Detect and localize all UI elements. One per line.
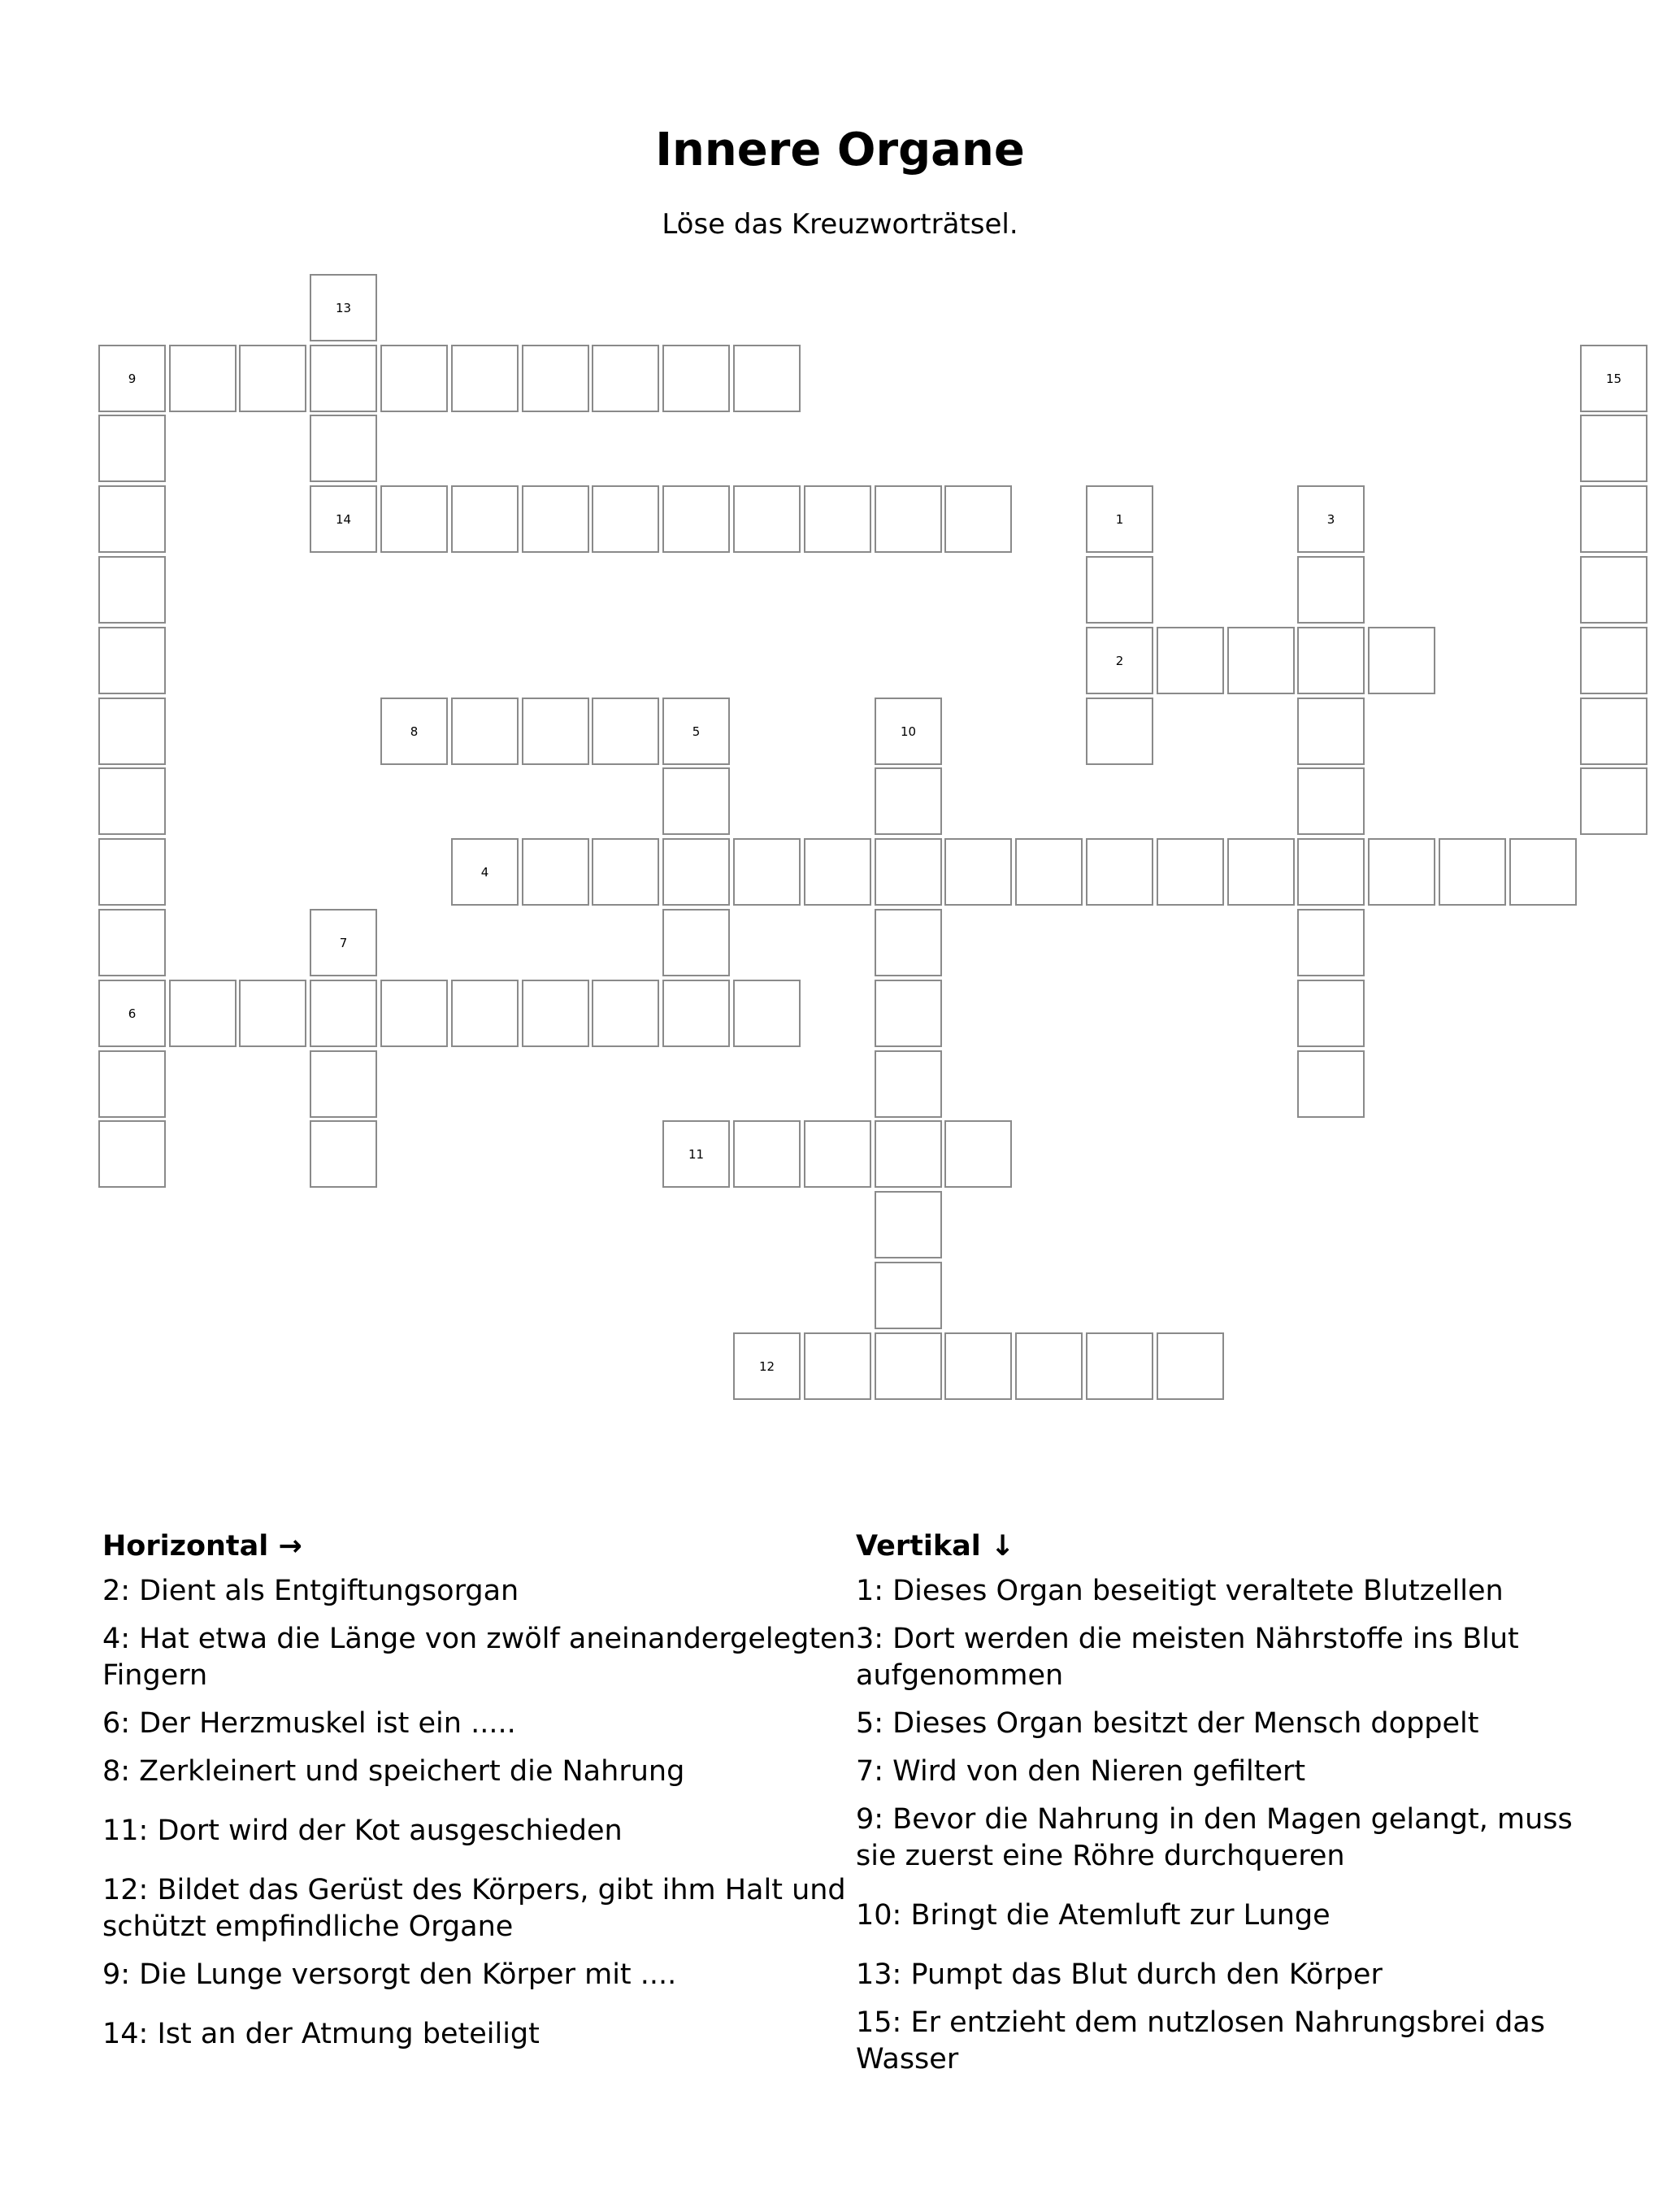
crossword-cell[interactable] xyxy=(310,485,377,553)
crossword-cell[interactable] xyxy=(310,909,377,976)
crossword-cell[interactable] xyxy=(662,980,730,1047)
crossword-cell[interactable] xyxy=(1580,485,1647,553)
clues-horizontal xyxy=(102,1528,858,2064)
crossword-cell[interactable] xyxy=(98,1120,166,1188)
crossword-cell[interactable] xyxy=(522,980,589,1047)
crossword-cell[interactable] xyxy=(1086,485,1153,553)
crossword-cell[interactable] xyxy=(875,1332,942,1400)
clue-vertical-1: 1: Dieses Organ beseitigt veraltete Blutzellen xyxy=(856,1575,1504,1607)
crossword-cell[interactable] xyxy=(1580,415,1647,482)
clue-horizontal-9: 9: Die Lunge versorgt den Körper mit .... xyxy=(102,1958,677,1991)
clue-horizontal-6: 6: Der Herzmuskel ist ein ..... xyxy=(102,1707,516,1740)
crossword-cell[interactable] xyxy=(944,1332,1012,1400)
clue-horizontal-2: 2: Dient als Entgiftungsorgan xyxy=(102,1575,519,1607)
crossword-cell[interactable] xyxy=(804,485,871,553)
crossword-cell[interactable] xyxy=(733,1332,801,1400)
crossword-cell[interactable] xyxy=(380,980,448,1047)
clue-vertical-15: 15: Er entzieht dem nutzlosen Nahrungsbrei das Wasser xyxy=(856,2006,1545,2075)
crossword-cell[interactable] xyxy=(592,485,659,553)
crossword-cell[interactable] xyxy=(1297,1050,1365,1118)
crossword-cell[interactable] xyxy=(98,838,166,906)
crossword-cell[interactable] xyxy=(733,980,801,1047)
clue-number: 3 xyxy=(1326,511,1335,527)
crossword-cell[interactable] xyxy=(380,485,448,553)
crossword-cell[interactable] xyxy=(169,980,237,1047)
crossword-cell[interactable] xyxy=(1015,1332,1083,1400)
crossword-cell[interactable] xyxy=(310,415,377,482)
crossword-cell[interactable] xyxy=(733,838,801,906)
crossword-cell[interactable] xyxy=(1297,767,1365,835)
clue-number: 5 xyxy=(692,724,701,739)
clue-vertical-13: 13: Pumpt das Blut durch den Körper xyxy=(856,1958,1383,1991)
clue-horizontal-11: 11: Dort wird der Kot ausgeschieden xyxy=(102,1815,623,1847)
crossword-cell[interactable] xyxy=(944,838,1012,906)
crossword-cell[interactable] xyxy=(310,345,377,412)
crossword-cell[interactable] xyxy=(1086,838,1153,906)
crossword-cell[interactable] xyxy=(1297,485,1365,553)
crossword-cell[interactable] xyxy=(1297,909,1365,976)
crossword-cell[interactable] xyxy=(733,485,801,553)
clues-vertical xyxy=(856,1528,1612,2089)
crossword-cell[interactable] xyxy=(875,1191,942,1258)
crossword-cell[interactable] xyxy=(592,345,659,412)
page-title: Innere Organe xyxy=(655,124,1025,176)
crossword-cell[interactable] xyxy=(662,698,730,765)
crossword-cell[interactable] xyxy=(804,1332,871,1400)
crossword-cell[interactable] xyxy=(875,909,942,976)
crossword-cell[interactable] xyxy=(169,345,237,412)
clues-horizontal-heading: Horizontal → xyxy=(102,1530,302,1563)
crossword-cell[interactable] xyxy=(1580,345,1647,412)
crossword-cell[interactable] xyxy=(98,909,166,976)
crossword-cell[interactable] xyxy=(662,345,730,412)
crossword-cell[interactable] xyxy=(451,698,519,765)
crossword-cell[interactable] xyxy=(310,1050,377,1118)
page-subtitle: Löse das Kreuzworträtsel. xyxy=(662,208,1018,241)
crossword-cell[interactable] xyxy=(310,980,377,1047)
clue-horizontal-8: 8: Zerkleinert und speichert die Nahrung xyxy=(102,1755,685,1788)
crossword-cell[interactable] xyxy=(733,1120,801,1188)
crossword-cell[interactable] xyxy=(451,838,519,906)
clues-vertical-heading: Vertikal ↓ xyxy=(856,1530,1015,1563)
crossword-cell[interactable] xyxy=(1227,838,1295,906)
crossword-cell[interactable] xyxy=(451,485,519,553)
crossword-cell[interactable] xyxy=(1297,838,1365,906)
clue-number: 1 xyxy=(1115,511,1124,527)
crossword-cell[interactable] xyxy=(875,980,942,1047)
crossword-cell[interactable] xyxy=(875,1262,942,1329)
crossword-cell[interactable] xyxy=(592,980,659,1047)
crossword-cell[interactable] xyxy=(662,838,730,906)
clue-number: 7 xyxy=(339,935,348,950)
crossword-cell[interactable] xyxy=(1086,627,1153,694)
crossword-cell[interactable] xyxy=(1297,627,1365,694)
clue-number: 6 xyxy=(128,1006,137,1021)
crossword-cell[interactable] xyxy=(98,980,166,1047)
crossword-cell[interactable] xyxy=(1368,627,1435,694)
clue-vertical-7: 7: Wird von den Nieren gefiltert xyxy=(856,1755,1306,1788)
crossword-cell[interactable] xyxy=(1580,698,1647,765)
clue-horizontal-12: 12: Bildet das Gerüst des Körpers, gibt ihm Halt und schützt empfindliche Organe xyxy=(102,1874,846,1943)
crossword-cell[interactable] xyxy=(1227,627,1295,694)
crossword-cell[interactable] xyxy=(1439,838,1506,906)
crossword-cell[interactable] xyxy=(239,980,306,1047)
crossword-cell[interactable] xyxy=(239,345,306,412)
clue-number: 15 xyxy=(1605,371,1622,386)
clue-number: 2 xyxy=(1115,653,1124,668)
crossword-cell[interactable] xyxy=(98,627,166,694)
crossword-cell[interactable] xyxy=(310,1120,377,1188)
crossword-cell[interactable] xyxy=(733,345,801,412)
crossword-cell[interactable] xyxy=(1015,838,1083,906)
crossword-cell[interactable] xyxy=(662,767,730,835)
crossword-cell[interactable] xyxy=(1086,1332,1153,1400)
clue-number: 10 xyxy=(900,724,917,739)
crossword-cell[interactable] xyxy=(1297,980,1365,1047)
crossword-cell[interactable] xyxy=(1297,698,1365,765)
clue-number: 14 xyxy=(335,511,352,527)
crossword-cell[interactable] xyxy=(1157,838,1224,906)
crossword-cell[interactable] xyxy=(592,698,659,765)
clue-number: 9 xyxy=(128,371,137,386)
crossword-cell[interactable] xyxy=(944,1120,1012,1188)
crossword-cell[interactable] xyxy=(1580,627,1647,694)
crossword-cell[interactable] xyxy=(522,485,589,553)
crossword-cell[interactable] xyxy=(451,980,519,1047)
crossword-cell[interactable] xyxy=(875,1120,942,1188)
crossword-cell[interactable] xyxy=(875,838,942,906)
crossword-cell[interactable] xyxy=(380,345,448,412)
crossword-cell[interactable] xyxy=(98,556,166,624)
crossword-cell[interactable] xyxy=(98,1050,166,1118)
crossword-cell[interactable] xyxy=(1086,556,1153,624)
crossword-cell[interactable] xyxy=(310,274,377,341)
crossword-cell[interactable] xyxy=(1580,767,1647,835)
crossword-cell[interactable] xyxy=(1086,698,1153,765)
crossword-cell[interactable] xyxy=(1297,556,1365,624)
crossword-cell[interactable] xyxy=(1509,838,1577,906)
clue-number: 12 xyxy=(758,1358,775,1374)
crossword-cell[interactable] xyxy=(875,698,942,765)
crossword-cell[interactable] xyxy=(804,1120,871,1188)
clue-number: 8 xyxy=(410,724,419,739)
clue-vertical-5: 5: Dieses Organ besitzt der Mensch doppelt xyxy=(856,1707,1479,1740)
crossword-cell[interactable] xyxy=(451,345,519,412)
crossword-cell[interactable] xyxy=(1157,1332,1224,1400)
crossword-cell[interactable] xyxy=(98,767,166,835)
clue-vertical-3: 3: Dort werden die meisten Nährstoffe ins Blut aufgenommen xyxy=(856,1623,1519,1692)
clue-number: 13 xyxy=(335,300,352,315)
crossword-cell[interactable] xyxy=(522,698,589,765)
clue-horizontal-14: 14: Ist an der Atmung beteiligt xyxy=(102,2018,540,2050)
crossword-cell[interactable] xyxy=(662,485,730,553)
crossword-cell[interactable] xyxy=(662,909,730,976)
clue-number: 4 xyxy=(480,864,489,880)
crossword-cell[interactable] xyxy=(592,838,659,906)
clue-number: 11 xyxy=(688,1146,705,1162)
crossword-cell[interactable] xyxy=(804,838,871,906)
clue-vertical-10: 10: Bringt die Atemluft zur Lunge xyxy=(856,1899,1331,1932)
crossword-cell[interactable] xyxy=(1580,556,1647,624)
crossword-cell[interactable] xyxy=(1368,838,1435,906)
crossword-cell[interactable] xyxy=(522,345,589,412)
crossword-cell[interactable] xyxy=(98,345,166,412)
crossword-cell[interactable] xyxy=(98,485,166,553)
crossword-cell[interactable] xyxy=(98,415,166,482)
crossword-cell[interactable] xyxy=(522,838,589,906)
crossword-cell[interactable] xyxy=(380,698,448,765)
crossword-cell[interactable] xyxy=(662,1120,730,1188)
crossword-cell[interactable] xyxy=(875,767,942,835)
crossword-cell[interactable] xyxy=(875,1050,942,1118)
crossword-cell[interactable] xyxy=(1157,627,1224,694)
clue-horizontal-4: 4: Hat etwa die Länge von zwölf aneinandergelegten Fingern xyxy=(102,1623,856,1692)
crossword-cell[interactable] xyxy=(944,485,1012,553)
crossword-cell[interactable] xyxy=(875,485,942,553)
clue-vertical-9: 9: Bevor die Nahrung in den Magen gelangt, muss sie zuerst eine Röhre durchqueren xyxy=(856,1803,1573,1872)
crossword-cell[interactable] xyxy=(98,698,166,765)
